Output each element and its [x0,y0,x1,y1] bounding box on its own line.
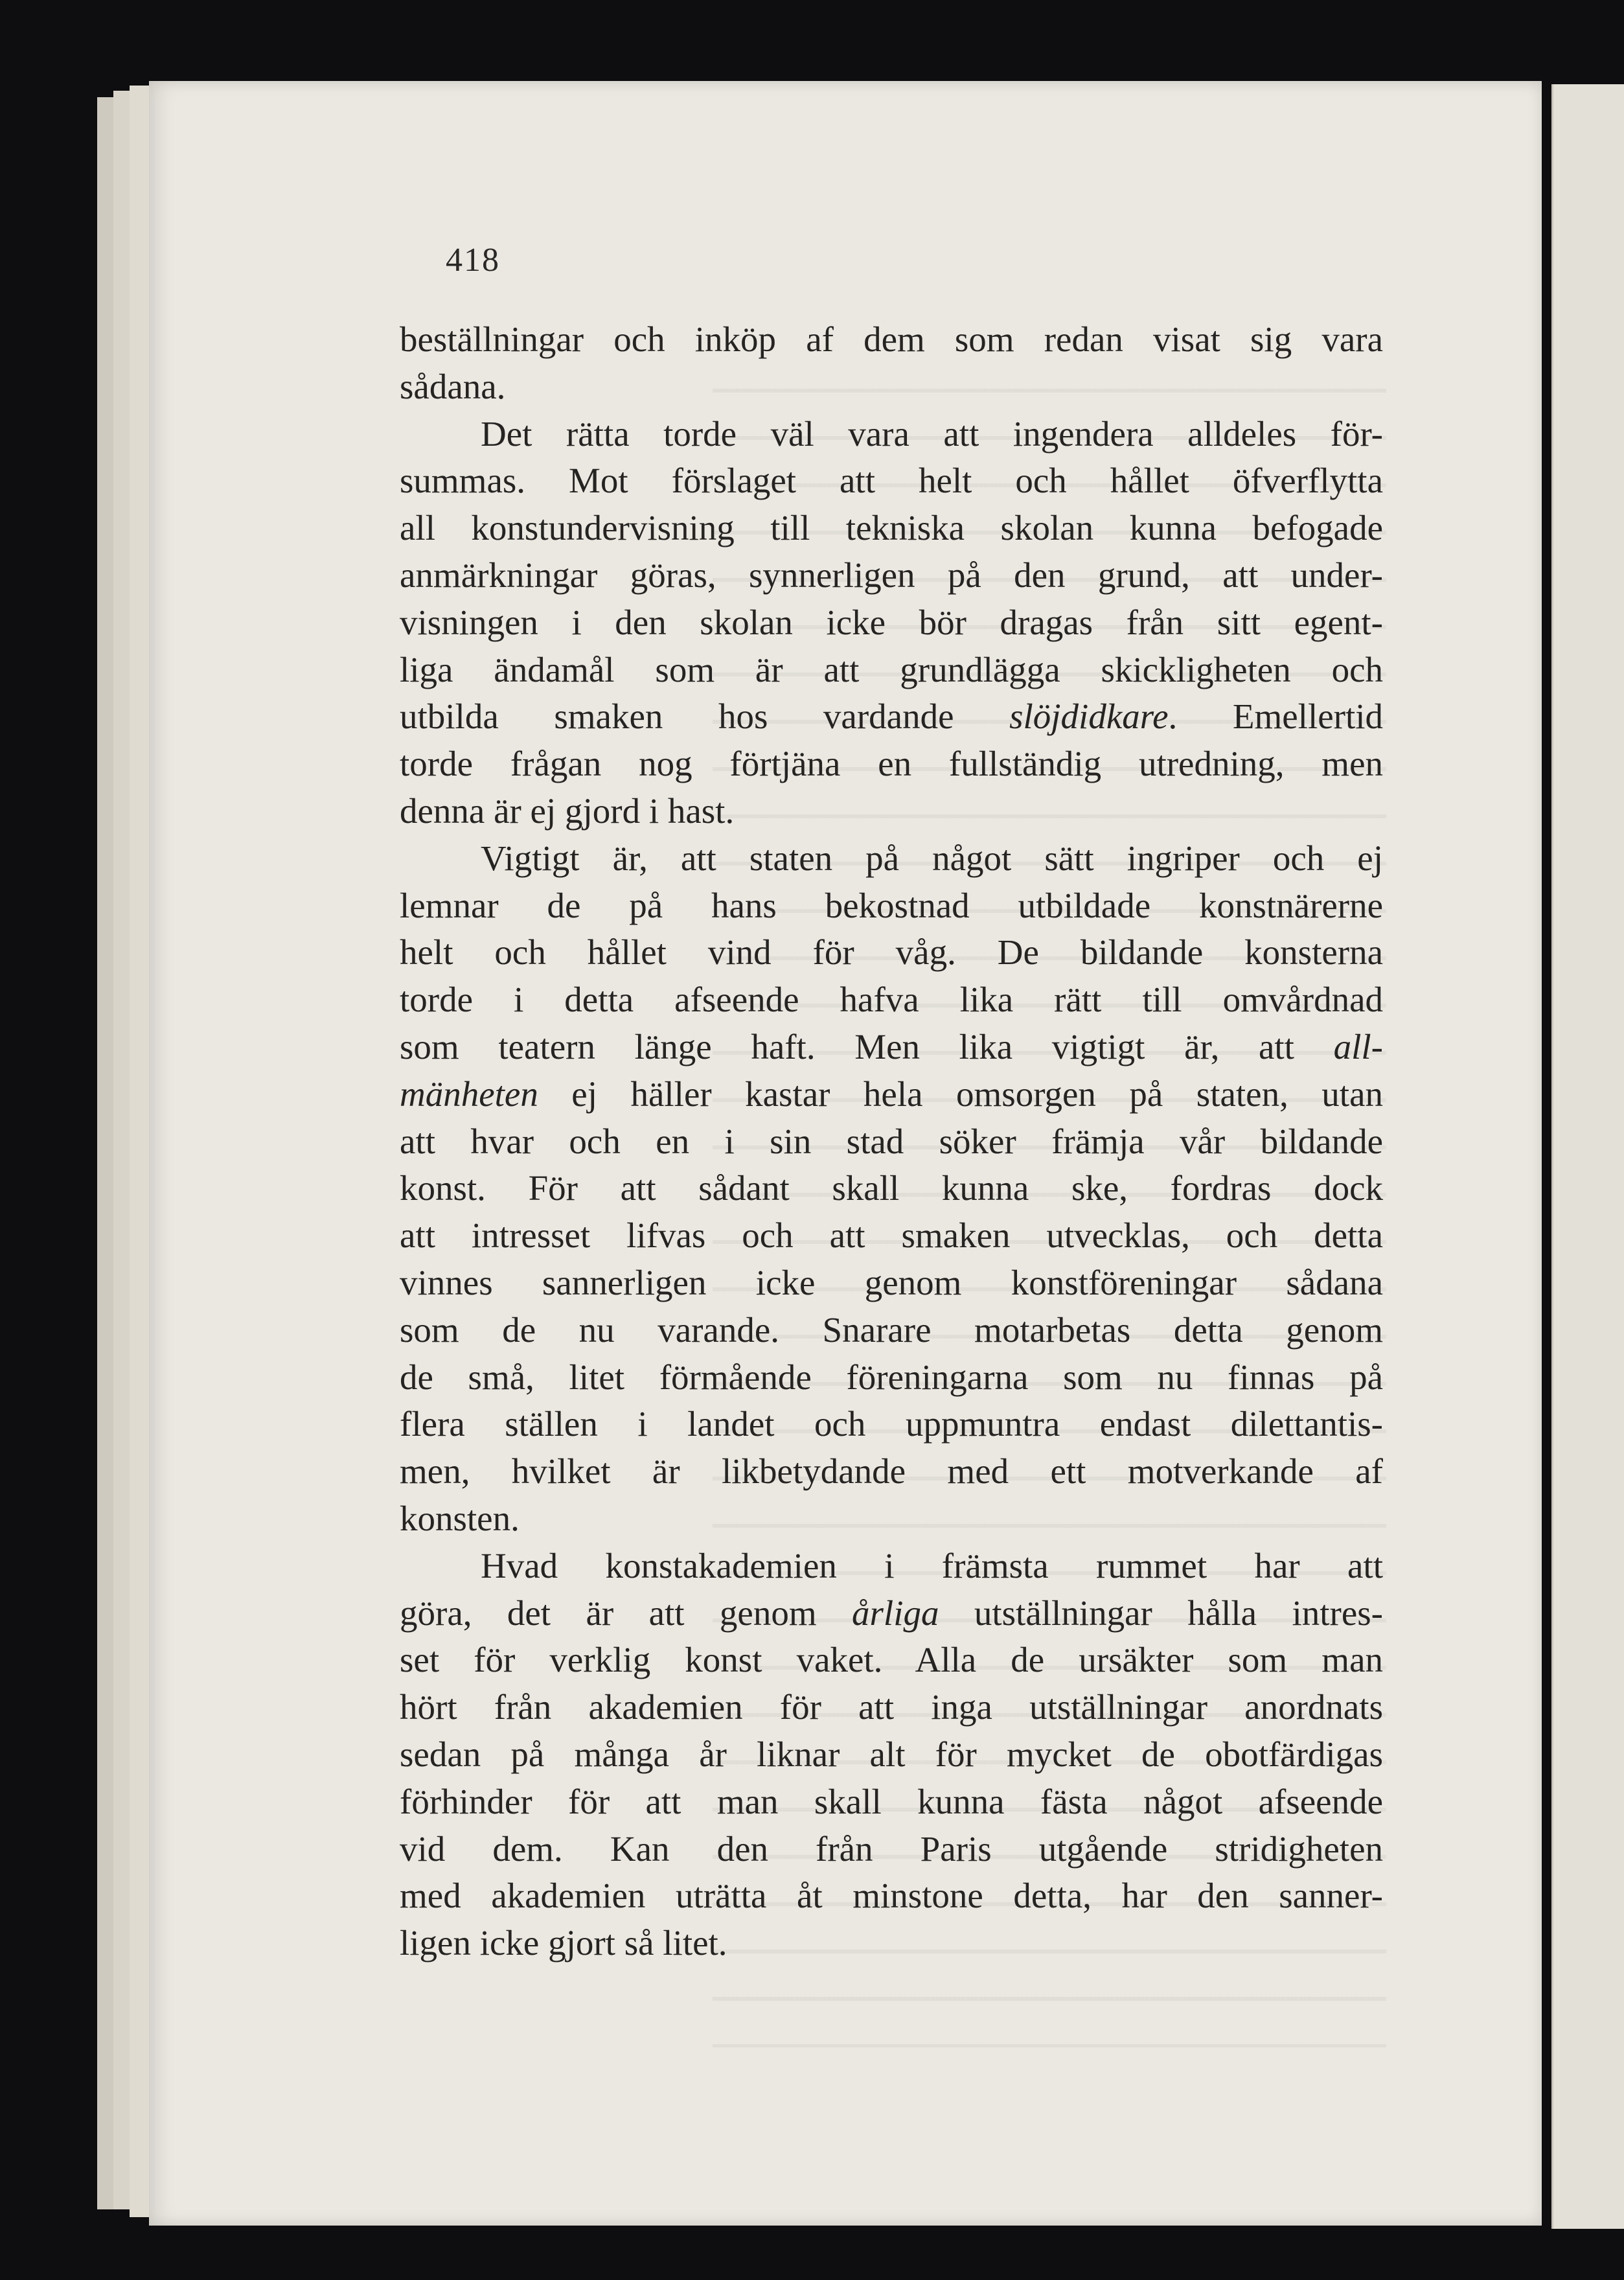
text-line [400,552,1383,599]
facing-page-edge [1551,84,1624,2229]
text-line [400,1637,1383,1684]
text-span: men, hvilket är likbetydande med ett motverkande af [400,1451,1383,1491]
italic-word: all- [1333,1026,1383,1066]
text-span: denna är ej gjord i hast. [400,790,735,831]
text-span: att hvar och en i sin stad söker främja vår bildande [400,1121,1383,1161]
text-span: att intresset lifvas och att smaken utvecklas, och detta [400,1215,1383,1256]
text-span: anmärkningar göras, synnerligen på den grund, att under- [400,555,1383,595]
text-span: all konstundervisning till tekniska skolan kunna befogade [400,508,1383,548]
text-span: . Emellertid [1168,697,1384,737]
text-line [400,647,1383,694]
text-span: utställningar hålla intres- [939,1593,1383,1633]
text-span: konst. För att sådant skall kunna ske, fordras dock [400,1168,1383,1208]
text-span: ej häller kastar hela omsorgen på staten, utan [538,1074,1383,1114]
text-span: Vigtigt är, att staten på något sätt ingriper och ej [481,838,1383,878]
text-span: lemnar de på hans bekostnad utbildade konstnärerne [400,885,1383,925]
text-line [400,1779,1383,1826]
text-line [400,1872,1383,1920]
page-number: 418 [446,242,500,279]
italic-word: mänheten [400,1074,538,1114]
text-span: Det rätta torde väl vara att ingendera alldeles för- [481,413,1383,454]
text-span: helt och hållet vind för våg. De bildande konsterna [400,932,1383,973]
text-span: som teatern länge haft. Men lika vigtigt är, att [400,1026,1334,1066]
italic-word: årliga [852,1593,939,1633]
text-line [400,363,1383,411]
text-line [400,1684,1383,1731]
text-line [400,1731,1383,1779]
text-line [400,929,1383,976]
text-line [400,316,1383,363]
text-span: utbilda smaken hos vardande [400,697,1010,737]
text-span: sådana. [400,366,506,406]
text-span: som de nu varande. Snarare motarbetas detta genom [400,1309,1383,1350]
text-line [400,411,1383,458]
text-span: vinnes sannerligen icke genom konstföreningar sådana [400,1262,1383,1302]
italic-word: slöjdidkare [1009,697,1169,737]
text-line [400,882,1383,930]
text-line [400,457,1383,505]
text-span: set för verklig konst vaket. Alla de ursäkter som man [400,1640,1383,1680]
text-line [400,1448,1383,1495]
text-span: hört från akademien för att inga utställningar anordnats [400,1687,1383,1727]
text-span: med akademien uträtta åt minstone detta, har den sanner- [400,1876,1383,1916]
text-line [400,788,1383,835]
text-line [400,1495,1383,1543]
text-line [400,599,1383,647]
text-line [400,976,1383,1024]
text-span: ligen icke gjort så litet. [400,1923,727,1963]
text-line [400,1071,1383,1118]
text-span: beställningar och inköp af dem som redan visat sig vara [400,319,1383,359]
text-line [400,1024,1383,1071]
text-line [400,1401,1383,1448]
text-span: Hvad konstakademien i främsta rummet har att [481,1545,1383,1585]
text-line [400,1165,1383,1212]
text-line [400,1354,1383,1401]
text-line [400,1826,1383,1873]
text-span: liga ändamål som är att grundlägga skickligheten och [400,649,1383,689]
text-span: vid dem. Kan den från Paris utgående stridigheten [400,1828,1383,1869]
text-span: förhinder för att man skall kunna fästa något afseende [400,1781,1383,1821]
text-span: visningen i den skolan icke bör dragas från sitt egent- [400,602,1383,642]
text-line [400,693,1383,741]
text-line [400,1590,1383,1637]
text-line [400,1920,1383,1967]
text-span: de små, litet förmående föreningarna som nu finnas på [400,1357,1383,1397]
text-span: torde frågan nog förtjäna en fullständig utredning, men [400,744,1383,784]
text-line [400,741,1383,788]
text-line [400,835,1383,882]
text-span: summas. Mot förslaget att helt och hållet öfverflytta [400,461,1383,501]
text-span: konsten. [400,1498,520,1538]
text-span: göra, det är att genom [400,1593,852,1633]
text-line [400,1307,1383,1354]
text-line [400,1118,1383,1166]
text-span: sedan på många år liknar alt för mycket de obotfärdigas [400,1734,1383,1774]
text-span: flera ställen i landet och uppmuntra endast dilettantis- [400,1404,1383,1444]
body-text [400,316,1383,1967]
text-line [400,1212,1383,1260]
text-line [400,505,1383,552]
text-line [400,1543,1383,1590]
text-line [400,1260,1383,1307]
text-span: torde i detta afseende hafva lika rätt till omvårdnad [400,980,1383,1020]
